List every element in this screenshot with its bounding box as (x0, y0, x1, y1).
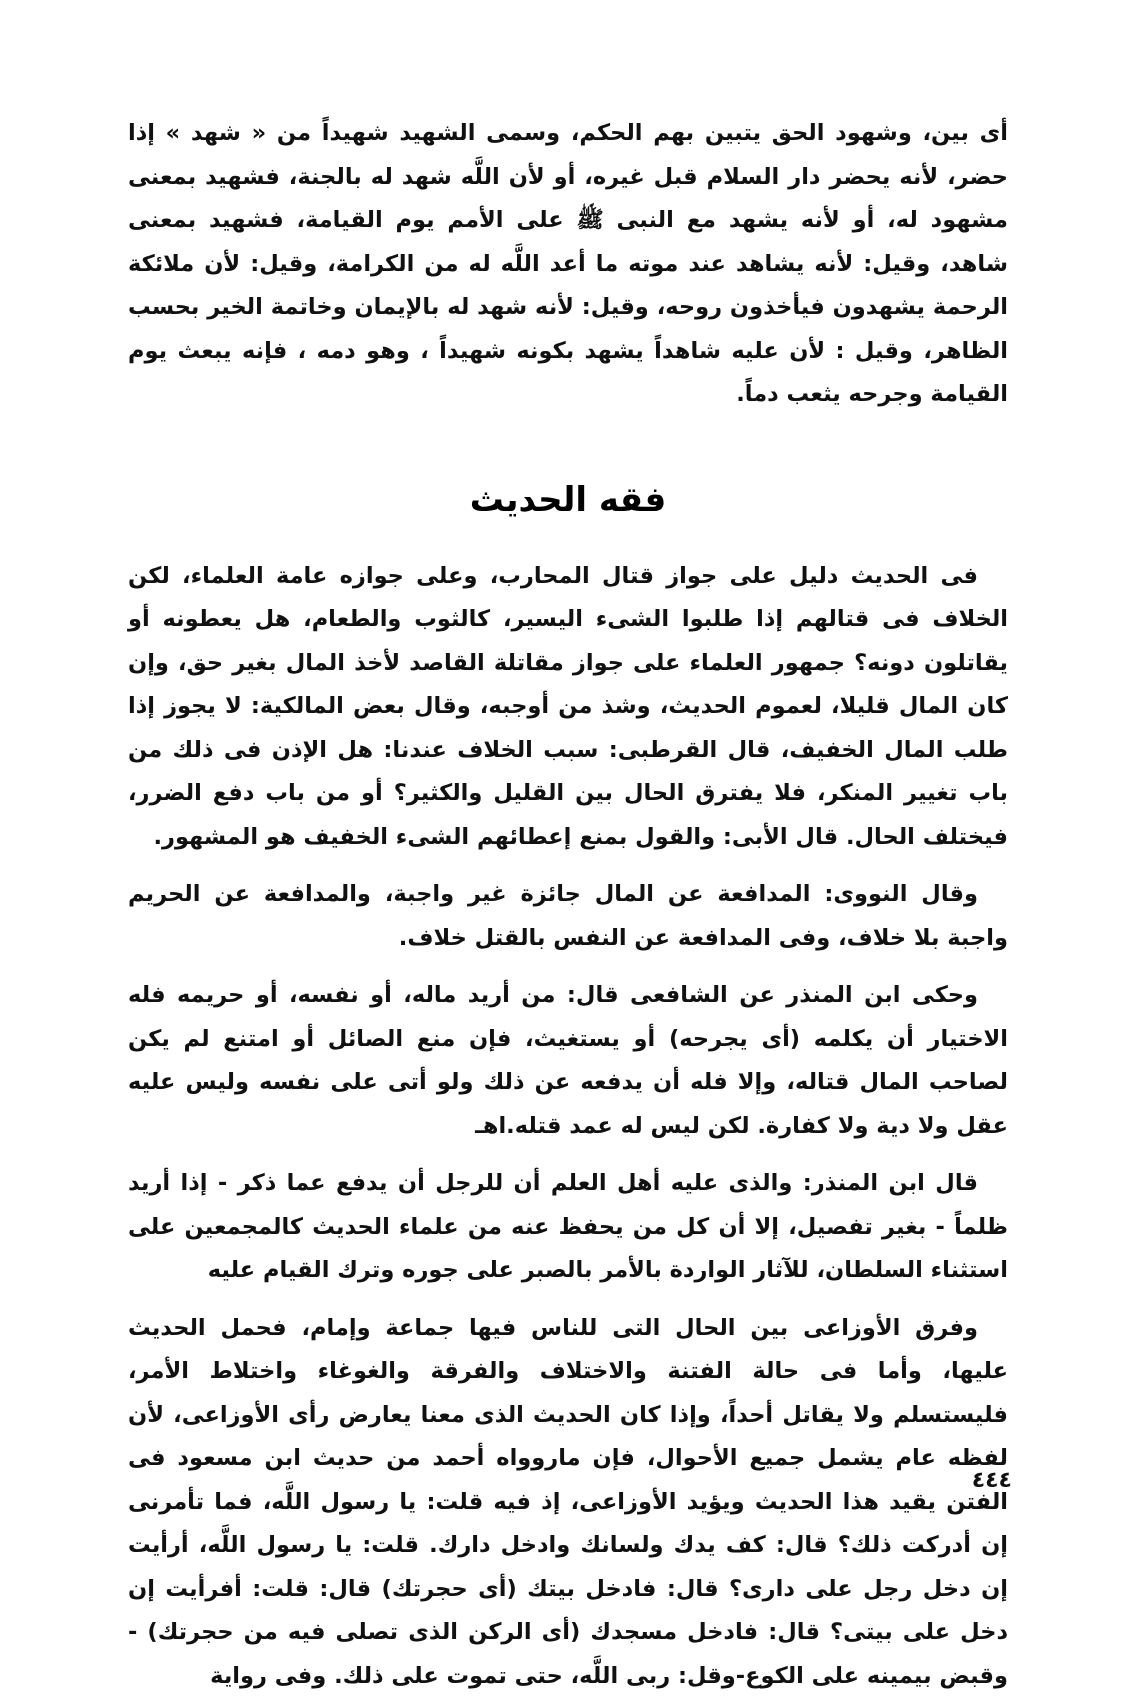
paragraph-3: وحكى ابن المنذر عن الشافعى قال: من أريد ماله، أو نفسه، أو حريمه فله الاختيار أن يكلمه (أى يجرحه) أو يستغيث، فإن منع الصائل أو امتنع لم يكن لصاحب المال قتاله، وإلا فله أن يدفعه عن ذلك ولو أتى على نفسه وليس عليه عقل ولا دية ولا كفارة. لكن ليس له عمد قتله.اهـ (128, 974, 1008, 1148)
paragraph-4: قال ابن المنذر: والذى عليه أهل العلم أن للرجل أن يدفع عما ذكر - إذا أريد ظلماً - بغير تفصيل، إلا أن كل من يحفظ عنه من علماء الحديث كالمجمعين على استثناء السلطان، للآثار الواردة بالأمر بالصبر على جوره وترك القيام عليه (128, 1162, 1008, 1293)
paragraph-2: وقال النووى: المدافعة عن المال جائزة غير واجبة، والمدافعة عن الحريم واجبة بلا خلاف، وفى المدافعة عن النفس بالقتل خلاف. (128, 873, 1008, 960)
paragraph-1: فى الحديث دليل على جواز قتال المحارب، وعلى جوازه عامة العلماء، لكن الخلاف فى قتالهم إذا طلبوا الشىء اليسير، كالثوب والطعام، هل يعطونه أو يقاتلون دونه؟ جمهور العلماء على جواز مقاتلة القاصد لأخذ المال بغير حق، وإن كان المال قليلا، لعموم الحديث، وشذ من أوجبه، وقال بعض المالكية: لا يجوز إذا طلب المال الخفيف، قال القرطبى: سبب الخلاف عندنا: هل الإذن فى ذلك من باب تغيير المنكر، فلا يفترق الحال بين القليل والكثير؟ أو من باب دفع الضرر، فيختلف الحال. قال الأبى: والقول بمنع إعطائهم الشىء الخفيف هو المشهور. (128, 555, 1008, 860)
section-heading: فقه الحديث (128, 445, 1008, 555)
intro-paragraph: أى بين، وشهود الحق يتبين بهم الحكم، وسمى الشهيد شهيداً من « شهد » إذا حضر، لأنه يحضر دار السلام قبل غيره، أو لأن اللَّه شهد له بالجنة، فشهيد بمعنى مشهود له، أو لأنه يشهد مع النبى ﷺ على الأمم يوم القيامة، فشهيد بمعنى شاهد، وقيل: لأنه يشاهد عند موته ما أعد اللَّه له من الكرامة، وقيل: لأن ملائكة الرحمة يشهدون فيأخذون روحه، وقيل: لأنه شهد له بالإيمان وخاتمة الخير بحسب الظاهر، وقيل : لأن عليه شاهداً يشهد بكونه شهيداً ، وهو دمه ، فإنه يبعث يوم القيامة وجرحه يثعب دماً. (128, 112, 1008, 417)
document-page (128, 112, 1008, 1698)
page-number: ٤٤٤ (952, 1468, 1012, 1493)
paragraph-5: وفرق الأوزاعى بين الحال التى للناس فيها جماعة وإمام، فحمل الحديث عليها، وأما فى حالة الفتنة والاختلاف والفرقة والغوغاء واختلاط الأمر، فليستسلم ولا يقاتل أحداً، وإذا كان الحديث الذى معنا يعارض رأى الأوزاعى، لأن لفظه عام يشمل جميع الأحوال، فإن ماروواه أحمد من حديث ابن مسعود فى الفتن يقيد هذا الحديث ويؤيد الأوزاعى، إذ فيه قلت: يا رسول اللَّه، فما تأمرنى إن أدركت ذلك؟ قال: كف يدك ولسانك وادخل دارك. قلت: يا رسول اللَّه، أرأيت إن دخل رجل على دارى؟ قال: فادخل بيتك (أى حجرتك) قال: قلت: أفرأيت إن دخل على بيتى؟ قال: فادخل مسجدك (أى الركن الذى تصلى فيه من حجرتك) - وقبض بيمينه على الكوع-وقل: ربى اللَّه، حتى تموت على ذلك. وفى رواية (128, 1307, 1008, 1698)
